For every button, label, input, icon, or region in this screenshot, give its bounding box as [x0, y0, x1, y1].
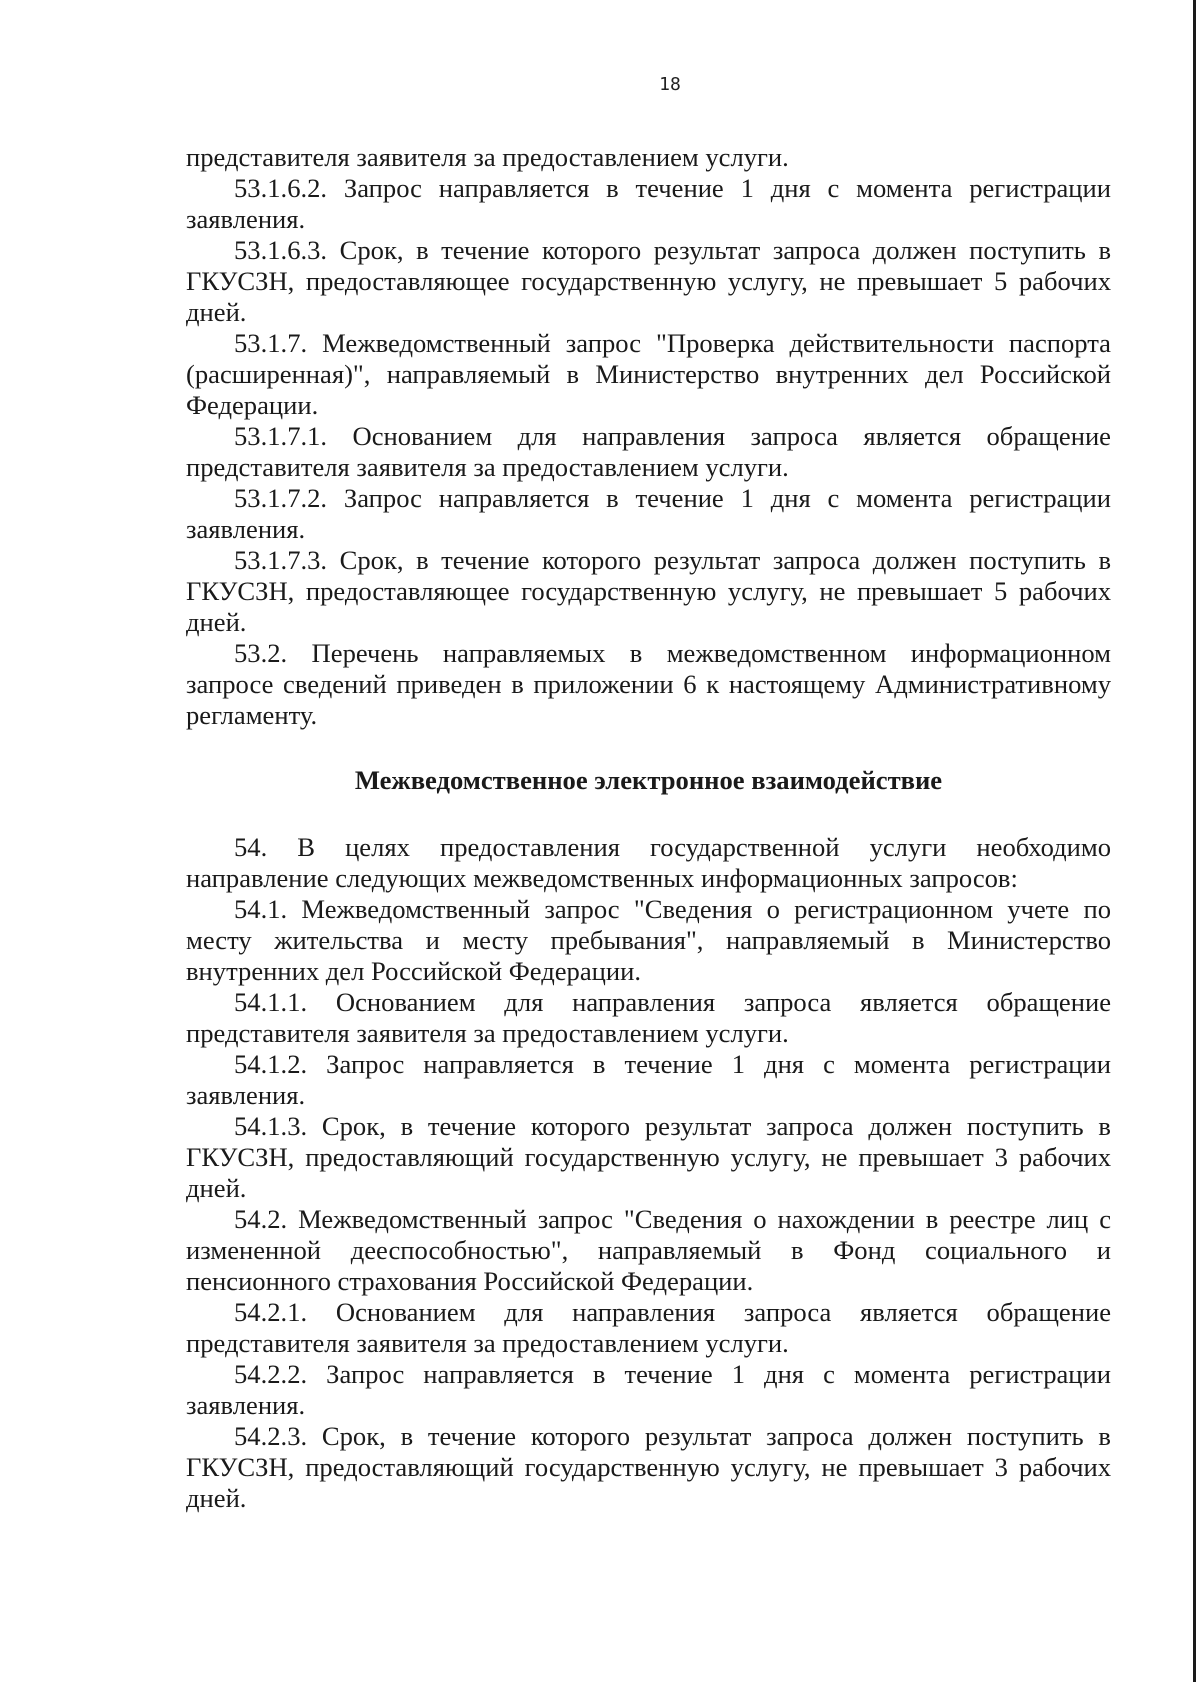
- paragraph: 53.1.7.3. Срок, в течение которого результат запроса должен поступить в ГКУСЗН, предоставляющее государственную услугу, не превышает 5 рабочих дней.: [186, 545, 1111, 637]
- paragraph: 53.1.6.3. Срок, в течение которого результат запроса должен поступить в ГКУСЗН, предоставляющее государственную услугу, не превышает 5 рабочих дней.: [186, 235, 1111, 327]
- page-number: 18: [659, 74, 681, 95]
- paragraph: 54. В целях предоставления государственной услуги необходимо направление следующих межведомственных информационных запросов:: [186, 832, 1111, 893]
- paragraph: 53.1.7.1. Основанием для направления запроса является обращение представителя заявителя за предоставлением услуги.: [186, 421, 1111, 482]
- paragraph: 54.2.3. Срок, в течение которого результат запроса должен поступить в ГКУСЗН, предоставляющий государственную услугу, не превышает 3 рабочих дней.: [186, 1421, 1111, 1513]
- paragraph: 54.2. Межведомственный запрос "Сведения о нахождении в реестре лиц с измененной дееспособностью", направляемый в Фонд социального и пенсионного страхования Российской Федерации.: [186, 1204, 1111, 1296]
- paragraph: 54.1.3. Срок, в течение которого результат запроса должен поступить в ГКУСЗН, предоставляющий государственную услугу, не превышает 3 рабочих дней.: [186, 1111, 1111, 1203]
- paragraph: 54.2.2. Запрос направляется в течение 1 дня с момента регистрации заявления.: [186, 1359, 1111, 1420]
- paragraph: 53.2. Перечень направляемых в межведомственном информационном запросе сведений приведен в приложении 6 к настоящему Административному регламенту.: [186, 638, 1111, 730]
- paragraph: 53.1.7. Межведомственный запрос "Проверка действительности паспорта (расширенная)", направляемый в Министерство внутренних дел Российской Федерации.: [186, 328, 1111, 420]
- paragraph: представителя заявителя за предоставлением услуги.: [186, 142, 789, 172]
- paragraph: 54.1.1. Основанием для направления запроса является обращение представителя заявителя за предоставлением услуги.: [186, 987, 1111, 1048]
- paragraph: 54.2.1. Основанием для направления запроса является обращение представителя заявителя за предоставлением услуги.: [186, 1297, 1111, 1358]
- section-heading: Межведомственное электронное взаимодействие: [354, 765, 943, 795]
- document-body: [186, 142, 1111, 1514]
- scan-edge-line: [1193, 0, 1196, 1682]
- paragraph: 53.1.7.2. Запрос направляется в течение 1 дня с момента регистрации заявления.: [186, 483, 1111, 544]
- paragraph: 54.1. Межведомственный запрос "Сведения о регистрационном учете по месту жительства и месту пребывания", направляемый в Министерство внутренних дел Российской Федерации.: [186, 894, 1111, 986]
- paragraph: 53.1.6.2. Запрос направляется в течение 1 дня с момента регистрации заявления.: [186, 173, 1111, 234]
- paragraph: 54.1.2. Запрос направляется в течение 1 дня с момента регистрации заявления.: [186, 1049, 1111, 1110]
